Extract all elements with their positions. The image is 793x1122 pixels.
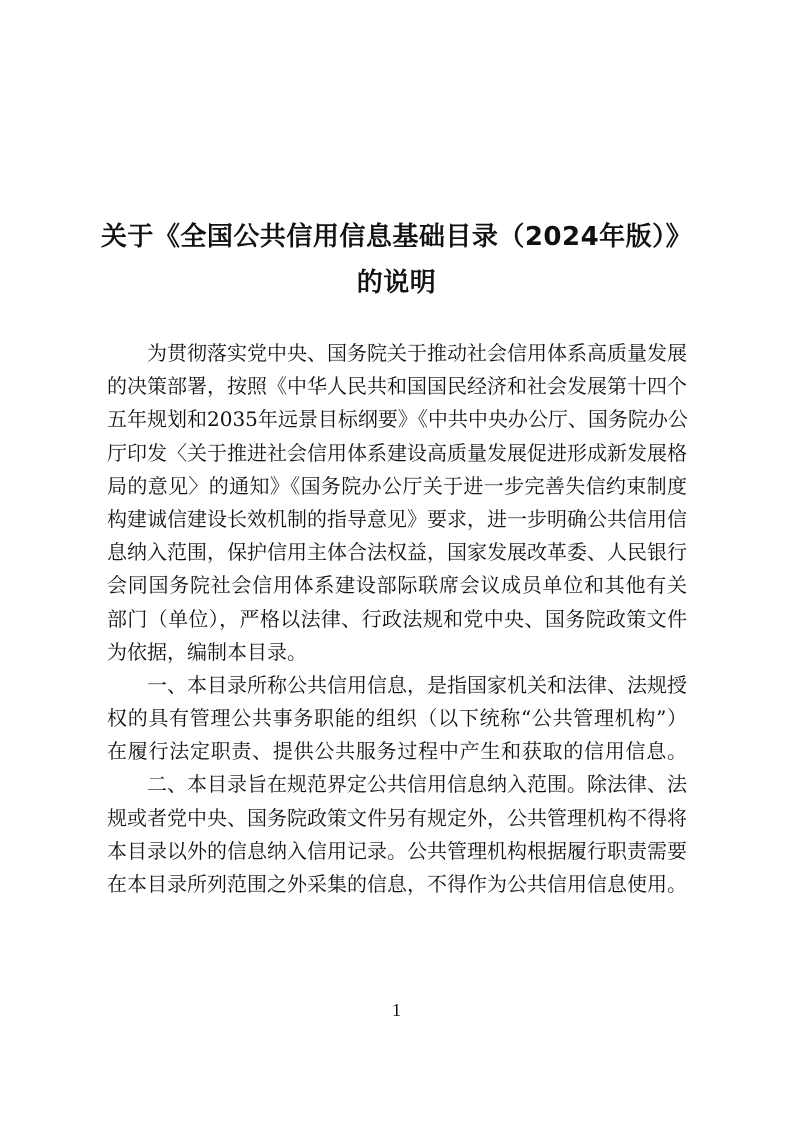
document-body	[107, 337, 687, 901]
text-line: 厅印发〈关于推进社会信用体系建设高质量发展促进形成新发展格	[107, 440, 687, 465]
text-line: 构建诚信建设长效机制的指导意见》要求，进一步明确公共信用信	[107, 506, 687, 531]
document-title-line-2: 的说明	[356, 268, 437, 298]
text-line: 五年规划和2035年远景目标纲要》《中共中央办公厅、国务院办公	[107, 407, 688, 432]
text-line: 二、本目录旨在规范界定公共信用信息纳入范围。除法律、法	[147, 772, 687, 797]
text-line: 一、本目录所称公共信用信息，是指国家机关和法律、法规授	[147, 672, 687, 697]
paragraph-item-1	[107, 669, 687, 769]
text-line: 局的意见〉的通知》《国务院办公厅关于进一步完善失信约束制度	[107, 473, 687, 498]
text-line: 会同国务院社会信用体系建设部际联席会议成员单位和其他有关	[107, 573, 687, 598]
text-line: 的决策部署，按照《中华人民共和国国民经济和社会发展第十四个	[107, 374, 687, 399]
document-title-line-1: 关于《全国公共信用信息基础目录（2024年版）》	[100, 222, 693, 252]
paragraph-item-2	[107, 768, 687, 901]
text-line: 息纳入范围，保护信用主体合法权益，国家发展改革委、人民银行	[107, 540, 687, 565]
page-number: 1	[392, 1000, 401, 1020]
text-line: 部门（单位），严格以法律、行政法规和党中央、国务院政策文件	[107, 606, 687, 631]
text-line: 在本目录所列范围之外采集的信息，不得作为公共信用信息使用。	[107, 872, 687, 896]
text-line: 本目录以外的信息纳入信用记录。公共管理机构根据履行职责需要	[107, 838, 687, 863]
text-line: 权的具有管理公共事务职能的组织（以下统称“公共管理机构”）	[107, 706, 687, 731]
text-line: 在履行法定职责、提供公共服务过程中产生和获取的信用信息。	[107, 739, 687, 764]
text-line: 为依据，编制本目录。	[107, 639, 307, 664]
text-line: 规或者党中央、国务院政策文件另有规定外，公共管理机构不得将	[107, 805, 687, 830]
paragraph-preamble	[107, 337, 687, 669]
text-line: 为贯彻落实党中央、国务院关于推动社会信用体系高质量发展	[147, 341, 687, 365]
